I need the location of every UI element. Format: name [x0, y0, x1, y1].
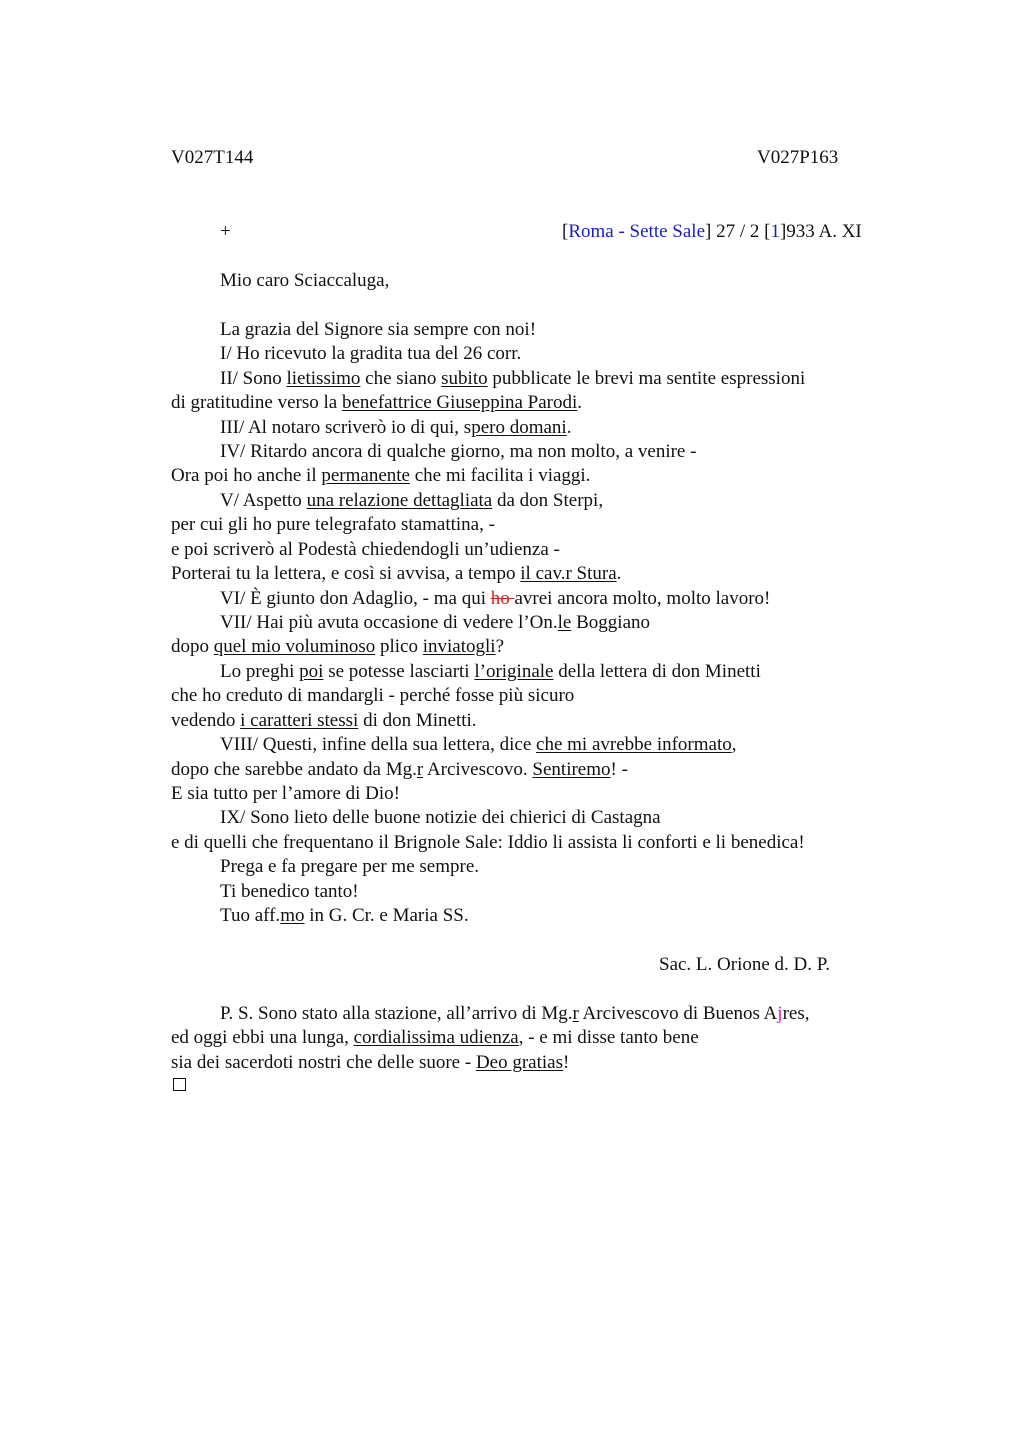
text-run: pubblicate le brevi ma sentite espressioni — [487, 368, 806, 389]
text-run: . — [616, 563, 622, 584]
text-run: avrei ancora molto, molto lavoro! — [514, 588, 771, 609]
postscript-line — [171, 1026, 699, 1050]
text-run: se potesse lasciarti — [323, 661, 475, 682]
text-run: res, — [782, 1003, 810, 1024]
letter-line — [171, 391, 582, 415]
letter-line: E sia tutto per l’amore di Dio! — [171, 783, 400, 804]
text-run: di don Minetti. — [358, 710, 477, 731]
text-run: Ora poi ho anche il — [171, 465, 322, 486]
text-run: dopo — [171, 636, 214, 657]
letter-line — [171, 464, 590, 488]
header-right-code: V027P163 — [757, 147, 839, 168]
underlined-text: quel mio voluminoso — [213, 636, 376, 657]
dateline-place-roma: Roma — [568, 221, 614, 242]
dateline-dash: - — [613, 221, 630, 242]
text-run: Boggiano — [571, 612, 651, 633]
text-run: Arcivescovo. — [423, 759, 533, 780]
letter-line: IX/ Sono lieto delle buone notizie dei chierici di Castagna — [220, 807, 661, 828]
letter-line — [171, 709, 477, 733]
letter-line — [171, 635, 504, 659]
letter-line: che ho creduto di mandargli - perché fosse più sicuro — [171, 685, 575, 706]
deleted-text: ho — [490, 588, 515, 609]
dateline-place-sette-sale: Sette Sale — [629, 221, 705, 242]
underlined-text: subito — [441, 368, 488, 389]
variant-letter: j — [777, 1003, 783, 1024]
text-run: . — [577, 392, 583, 413]
text-run: da don Sterpi, — [492, 490, 604, 511]
letter-line — [220, 733, 737, 757]
text-run: ed oggi ebbi una lunga, — [171, 1027, 354, 1048]
letter-line — [220, 611, 650, 635]
text-run: della lettera di don Minetti — [553, 661, 761, 682]
underlined-text: r — [416, 759, 424, 780]
text-run: vedendo — [171, 710, 241, 731]
text-run: ? — [495, 636, 505, 657]
letter-line: La grazia del Signore sia sempre con noi! — [220, 319, 537, 340]
text-run: ! - — [610, 759, 628, 780]
underlined-text: cordialissima udienza — [353, 1027, 519, 1048]
underlined-text: poi — [299, 661, 324, 682]
letter-line: Ti benedico tanto! — [220, 881, 359, 902]
postscript-line — [220, 1002, 809, 1026]
letter-line: e di quelli che frequentano il Brignole Sale: Iddio li assista li conforti e li benedica! — [171, 832, 805, 853]
text-run: Tuo aff. — [220, 905, 281, 926]
dateline-year: ]933 A. XI — [779, 221, 862, 242]
text-run: ! — [563, 1052, 570, 1073]
text-run: sia dei sacerdoti nostri che delle suore - — [171, 1052, 476, 1073]
text-run: VIII/ Questi, infine della sua lettera, dice — [220, 734, 537, 755]
end-marker-square-icon — [173, 1078, 186, 1091]
underlined-text: pero domani — [471, 417, 567, 438]
salutation: Mio caro Sciaccaluga, — [220, 270, 390, 291]
underlined-text: r — [572, 1003, 579, 1024]
text-run: Lo preghi — [220, 661, 300, 682]
text-run: che siano — [360, 368, 442, 389]
underlined-text: l’originale — [474, 661, 554, 682]
text-run: dopo che sarebbe andato da Mg. — [171, 759, 417, 780]
underlined-text: inviatogli — [422, 636, 496, 657]
letter-line — [220, 660, 761, 684]
letter-line — [220, 416, 571, 440]
text-run: in G. Cr. e Maria SS. — [304, 905, 469, 926]
underlined-text: lietissimo — [286, 368, 361, 389]
letter-line — [171, 758, 628, 782]
closing-line — [220, 904, 469, 928]
text-run: , - e mi disse tanto bene — [518, 1027, 699, 1048]
text-run: di gratitudine verso la — [171, 392, 342, 413]
letter-line: IV/ Ritardo ancora di qualche giorno, ma non molto, a venire - — [220, 441, 697, 462]
underlined-text: benefattrice Giuseppina Parodi — [341, 392, 578, 413]
text-run: III/ Al notaro scriverò io di qui, s — [220, 417, 472, 438]
underlined-text: permanente — [321, 465, 410, 486]
letter-line: e poi scriverò al Podestà chiedendogli un’udienza - — [171, 539, 560, 560]
underlined-text: una relazione dettagliata — [306, 490, 493, 511]
letter-line — [220, 367, 805, 391]
dateline-bracket: [ — [562, 221, 569, 242]
signature: Sac. L. Orione d. D. P. — [659, 954, 830, 975]
text-run: , — [731, 734, 737, 755]
text-run: Arcivescovo di Buenos A — [578, 1003, 778, 1024]
letter-line: Prega e fa pregare per me sempre. — [220, 856, 479, 877]
cross-symbol: + — [220, 221, 231, 242]
text-run: Porterai tu la lettera, e così si avvisa, a tempo — [171, 563, 521, 584]
letter-line — [220, 489, 603, 513]
text-run: VI/ È giunto don Adaglio, - ma qui — [220, 588, 491, 609]
underlined-text: il cav.r Stura — [520, 563, 617, 584]
dateline — [562, 220, 862, 244]
underlined-text: mo — [280, 905, 305, 926]
letter-line — [220, 587, 770, 611]
text-run: che mi facilita i viaggi. — [410, 465, 591, 486]
text-run: P. S. Sono stato alla stazione, all’arrivo di Mg. — [220, 1003, 573, 1024]
text-run: V/ Aspetto — [220, 490, 307, 511]
letter-line: I/ Ho ricevuto la gradita tua del 26 corr. — [220, 343, 522, 364]
text-run: . — [566, 417, 572, 438]
underlined-text: le — [557, 612, 572, 633]
header-left-code: V027T144 — [171, 147, 254, 168]
letter-line — [171, 562, 621, 586]
underlined-text: che mi avrebbe informato — [536, 734, 732, 755]
text-run: II/ Sono — [220, 368, 287, 389]
dateline-digit: 1 — [770, 221, 780, 242]
underlined-text: i caratteri stessi — [240, 710, 359, 731]
dateline-date: ] 27 / 2 [ — [705, 221, 771, 242]
letter-line: per cui gli ho pure telegrafato stamattina, - — [171, 514, 495, 535]
underlined-text: Deo gratias — [475, 1052, 564, 1073]
postscript-line — [171, 1051, 569, 1075]
underlined-text: Sentiremo — [532, 759, 611, 780]
text-run: plico — [375, 636, 423, 657]
text-run: VII/ Hai più avuta occasione di vedere l’On. — [220, 612, 558, 633]
